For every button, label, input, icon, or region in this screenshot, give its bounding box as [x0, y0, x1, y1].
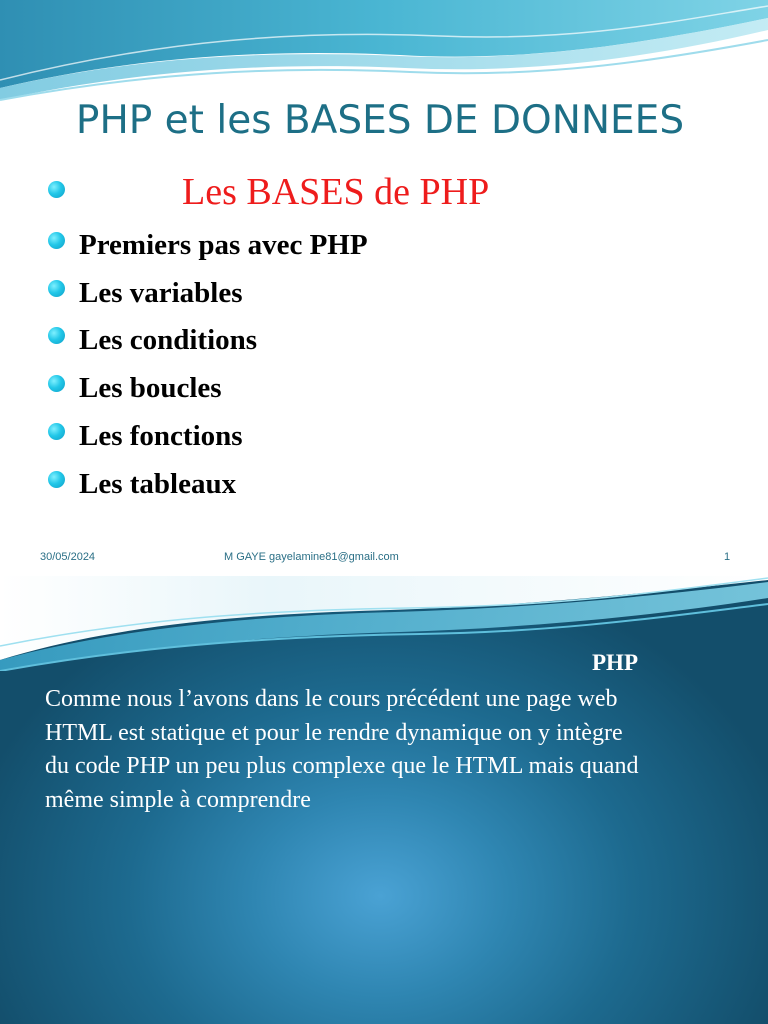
- list-item: Les fonctions: [79, 420, 243, 452]
- slide-title: PHP et les BASES DE DONNEES: [75, 98, 685, 143]
- footer-author: M GAYE gayelamine81@gmail.com: [224, 551, 399, 563]
- list-item: Les tableaux: [79, 468, 237, 500]
- slide-subtitle: Les BASES de PHP: [182, 171, 490, 213]
- slide-2: [0, 576, 768, 1024]
- bullet-icon: [48, 232, 65, 249]
- bullet-icon: [48, 327, 65, 344]
- header-wave-decoration: [0, 0, 768, 110]
- list-item: Les conditions: [79, 324, 258, 356]
- bullet-icon: [48, 280, 65, 297]
- bullet-icon: [48, 471, 65, 488]
- header-wave-decoration: [0, 576, 768, 671]
- footer-page-number: 1: [724, 551, 731, 563]
- bullet-icon: [48, 181, 65, 198]
- slide-body-text: Comme nous l’avons dans le cours précédent une page web HTML est statique et pour le rendre dynamique on y intègre du code PHP un peu plus complexe que le HTML mais quand même simple à comprendre: [45, 686, 639, 813]
- bullet-icon: [48, 423, 65, 440]
- slide-title: PHP: [592, 650, 638, 675]
- list-item: Premiers pas avec PHP: [79, 229, 368, 261]
- footer-date: 30/05/2024: [40, 551, 96, 563]
- list-item: Les boucles: [79, 372, 222, 404]
- list-item: Les variables: [79, 277, 243, 309]
- bullet-icon: [48, 375, 65, 392]
